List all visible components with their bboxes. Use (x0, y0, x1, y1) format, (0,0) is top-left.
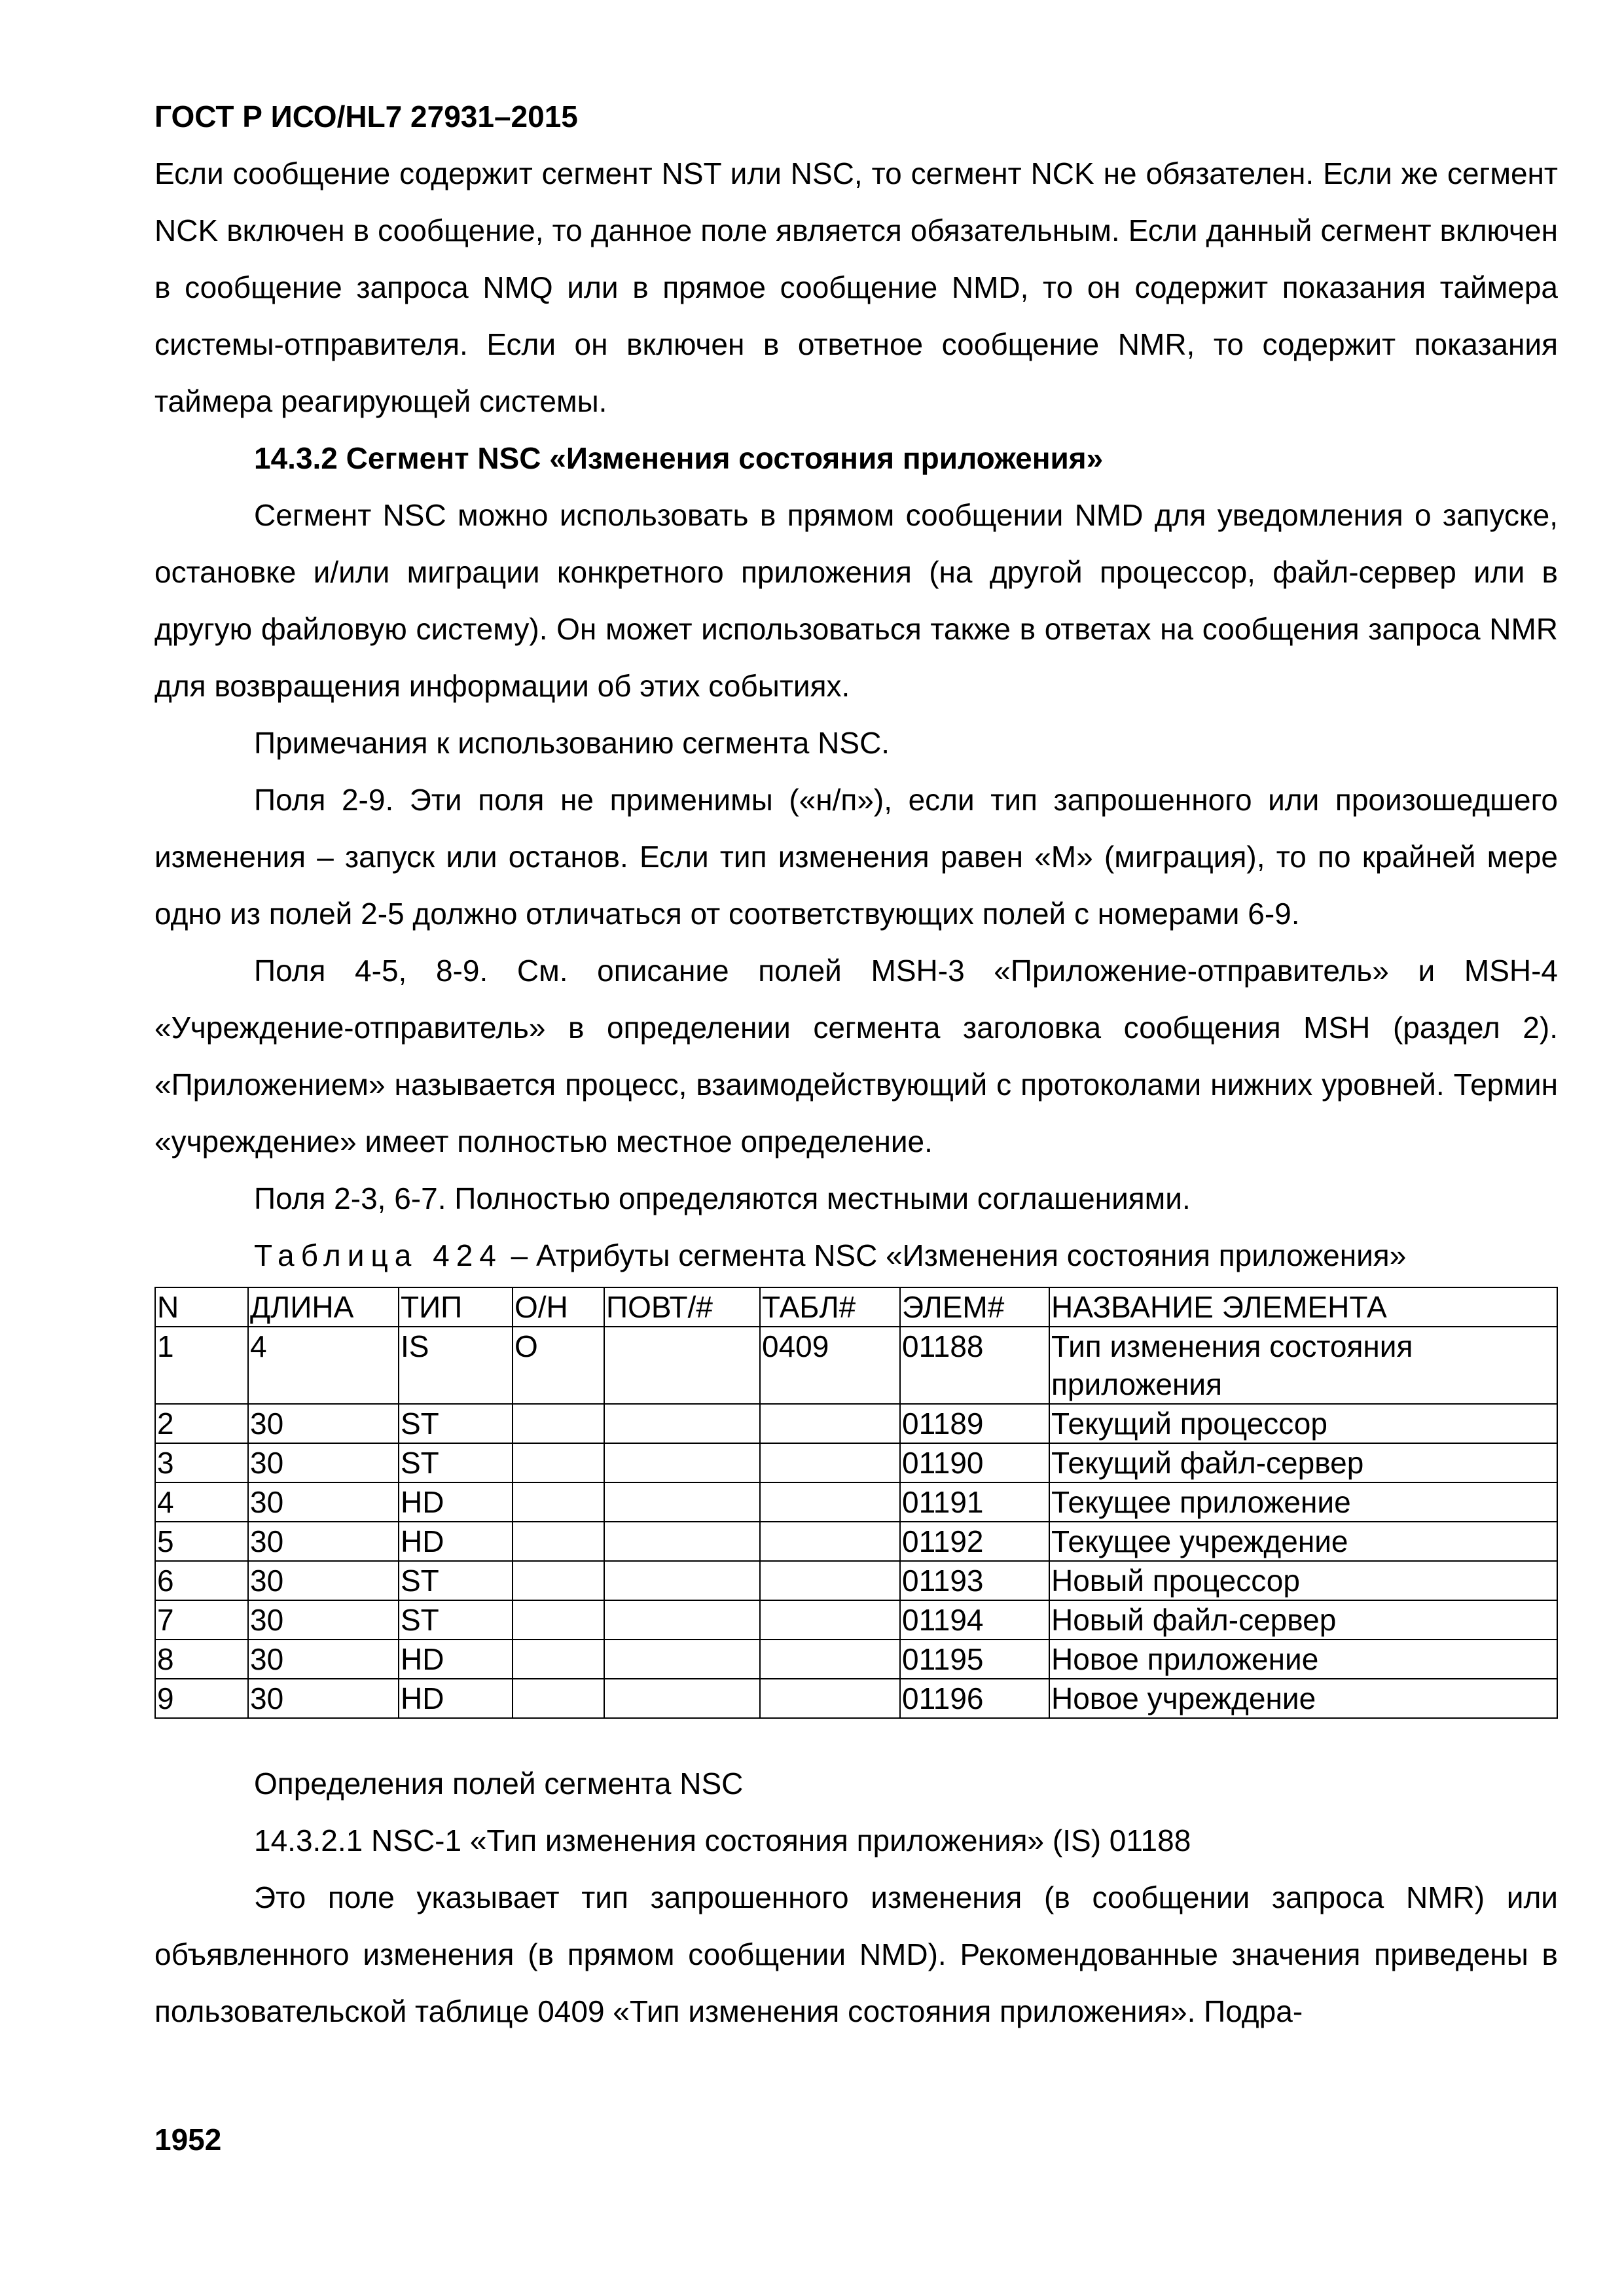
table-cell: O (513, 1327, 604, 1404)
table-cell (760, 1404, 900, 1443)
table-cell (604, 1600, 760, 1640)
table-cell: 30 (248, 1561, 399, 1600)
table-cell (760, 1561, 900, 1600)
table-cell (513, 1679, 604, 1718)
table-body (155, 1327, 1557, 1718)
table-cell: 01190 (900, 1443, 1049, 1482)
table-cell (604, 1561, 760, 1600)
table-cell: 01195 (900, 1640, 1049, 1679)
table-cell (760, 1482, 900, 1522)
table-cell: 0409 (760, 1327, 900, 1404)
table-cell (604, 1443, 760, 1482)
table-cell (760, 1679, 900, 1718)
paragraph-nsc1-description: Это поле указывает тип запрошенного изменения (в сообщении запроса NMR) или объявленного изменения (в прямом сообщении NMD). Рекомендованные значения приведены в пользовательской таблице 0409 «Тип изменения состояния приложения». Подра- (154, 1880, 1558, 2028)
paragraph-nck-note: Если сообщение содержит сегмент NST или NSC, то сегмент NCK не обязателен. Если же сегмент NCK включен в сообщение, то данное поле является обязательным. Если данный сегмент включен в сообщение запроса NMQ или в прямое сообщение NMD, то он содержит показания таймера системы-отправителя. Если он включен в ответное сообщение NMR, то содержит показания таймера реагирующей системы. (154, 156, 1558, 418)
paragraph-nsc1-title: 14.3.2.1 NSC-1 «Тип изменения состояния приложения» (IS) 01188 (254, 1823, 1191, 1857)
table-cell: Новое учреждение (1049, 1679, 1557, 1718)
table-cell (604, 1482, 760, 1522)
table-cell: IS (399, 1327, 513, 1404)
table-cell: ST (399, 1561, 513, 1600)
table-cell: 5 (155, 1522, 248, 1561)
table-cell (604, 1404, 760, 1443)
table-cell: HD (399, 1522, 513, 1561)
table-cell: 30 (248, 1443, 399, 1482)
table-row (155, 1327, 1557, 1404)
section-heading: 14.3.2 Сегмент NSC «Изменения состояния приложения» (254, 441, 1104, 475)
table-cell: 30 (248, 1679, 399, 1718)
paragraph-notes-title: Примечания к использованию сегмента NSC. (254, 726, 890, 760)
header-cell: ДЛИНА (248, 1287, 399, 1327)
table-cell: 01194 (900, 1600, 1049, 1640)
paragraph-field-definitions: Определения полей сегмента NSC (254, 1767, 744, 1801)
paragraph-fields-4-5-8-9: Поля 4-5, 8-9. См. описание полей MSH-3 «Приложение-отправитель» и MSH-4 «Учреждение-отправитель» в определении сегмента заголовка сообщения MSH (раздел 2). «Приложением» называется процесс, взаимодействующий с протоколами нижних уровней. Термин «учреждение» имеет полностью местное определение. (154, 954, 1558, 1158)
table-cell (604, 1640, 760, 1679)
table-cell: ST (399, 1443, 513, 1482)
table-cell: 4 (155, 1482, 248, 1522)
table-cell: Новый файл-сервер (1049, 1600, 1557, 1640)
document-header: ГОСТ Р ИСО/HL7 27931–2015 (154, 99, 578, 134)
table-cell (760, 1522, 900, 1561)
document-page (154, 98, 1558, 2040)
header-cell: ПОВТ/# (604, 1287, 760, 1327)
table-cell: 4 (248, 1327, 399, 1404)
table-cell: 2 (155, 1404, 248, 1443)
table-row (155, 1482, 1557, 1522)
table-cell (604, 1522, 760, 1561)
paragraph-fields-2-9: Поля 2-9. Эти поля не применимы («н/п»), если тип запрошенного или произошедшего изменения – запуск или останов. Если тип изменения равен «M» (миграция), то по крайней мере одно из полей 2-5 должно отличаться от соответствующих полей с номерами 6-9. (154, 783, 1558, 931)
table-row (155, 1443, 1557, 1482)
table-cell: Новый процессор (1049, 1561, 1557, 1600)
table-cell: 8 (155, 1640, 248, 1679)
table-row (155, 1640, 1557, 1679)
table-cell: 1 (155, 1327, 248, 1404)
table-cell (513, 1404, 604, 1443)
table-caption (154, 1227, 1558, 1284)
table-cell (513, 1600, 604, 1640)
table-cell: 01192 (900, 1522, 1049, 1561)
table-cell: 01193 (900, 1561, 1049, 1600)
table-cell (513, 1561, 604, 1600)
paragraph-nsc-usage: Сегмент NSC можно использовать в прямом сообщении NMD для уведомления о запуске, остановке и/или миграции конкретного приложения (на другой процессор, файл-сервер или в другую файловую систему). Он может использоваться также в ответах на сообщения запроса NMR для возвращения информации об этих событиях. (154, 498, 1558, 703)
header-cell: НАЗВАНИЕ ЭЛЕМЕНТА (1049, 1287, 1557, 1327)
table-cell: HD (399, 1679, 513, 1718)
table-cell: 01188 (900, 1327, 1049, 1404)
table-cell: ST (399, 1600, 513, 1640)
table-cell: 30 (248, 1600, 399, 1640)
table-cell: ST (399, 1404, 513, 1443)
table-cell: Текущее приложение (1049, 1482, 1557, 1522)
table-cell (760, 1600, 900, 1640)
table-label: Таблица 424 (254, 1238, 503, 1272)
table-cell: 01191 (900, 1482, 1049, 1522)
table-cell: Текущий процессор (1049, 1404, 1557, 1443)
table-cell: 6 (155, 1561, 248, 1600)
table-cell (760, 1640, 900, 1679)
table-cell: 30 (248, 1482, 399, 1522)
table-cell: 7 (155, 1600, 248, 1640)
table-cell: 30 (248, 1404, 399, 1443)
header-cell: ТАБЛ# (760, 1287, 900, 1327)
table-cell: 30 (248, 1640, 399, 1679)
table-row (155, 1600, 1557, 1640)
table-row (155, 1404, 1557, 1443)
table-cell (760, 1443, 900, 1482)
table-header-row (155, 1287, 1557, 1327)
header-cell: ТИП (399, 1287, 513, 1327)
table-cell (513, 1443, 604, 1482)
table-cell: 3 (155, 1443, 248, 1482)
table-cell (604, 1327, 760, 1404)
page-number: 1952 (154, 2123, 222, 2157)
table-cell (513, 1482, 604, 1522)
table-row (155, 1561, 1557, 1600)
header-cell: N (155, 1287, 248, 1327)
table-cell: 01196 (900, 1679, 1049, 1718)
table-row (155, 1522, 1557, 1561)
table-cell: Новое приложение (1049, 1640, 1557, 1679)
table-cell (513, 1522, 604, 1561)
header-cell: О/Н (513, 1287, 604, 1327)
table-title: – Атрибуты сегмента NSC «Изменения состояния приложения» (511, 1238, 1407, 1272)
table-cell: HD (399, 1640, 513, 1679)
nsc-attributes-table (154, 1287, 1558, 1719)
header-cell: ЭЛЕМ# (900, 1287, 1049, 1327)
paragraph-fields-2-3-6-7: Поля 2-3, 6-7. Полностью определяются местными соглашениями. (254, 1181, 1191, 1215)
table-cell: Текущий файл-сервер (1049, 1443, 1557, 1482)
table-cell: Тип изменения состояния приложения (1049, 1327, 1557, 1404)
table-row (155, 1679, 1557, 1718)
table-cell: Текущее учреждение (1049, 1522, 1557, 1561)
table-cell: 9 (155, 1679, 248, 1718)
table-cell (513, 1640, 604, 1679)
table-cell: 30 (248, 1522, 399, 1561)
table-cell: HD (399, 1482, 513, 1522)
table-cell: 01189 (900, 1404, 1049, 1443)
table-cell (604, 1679, 760, 1718)
